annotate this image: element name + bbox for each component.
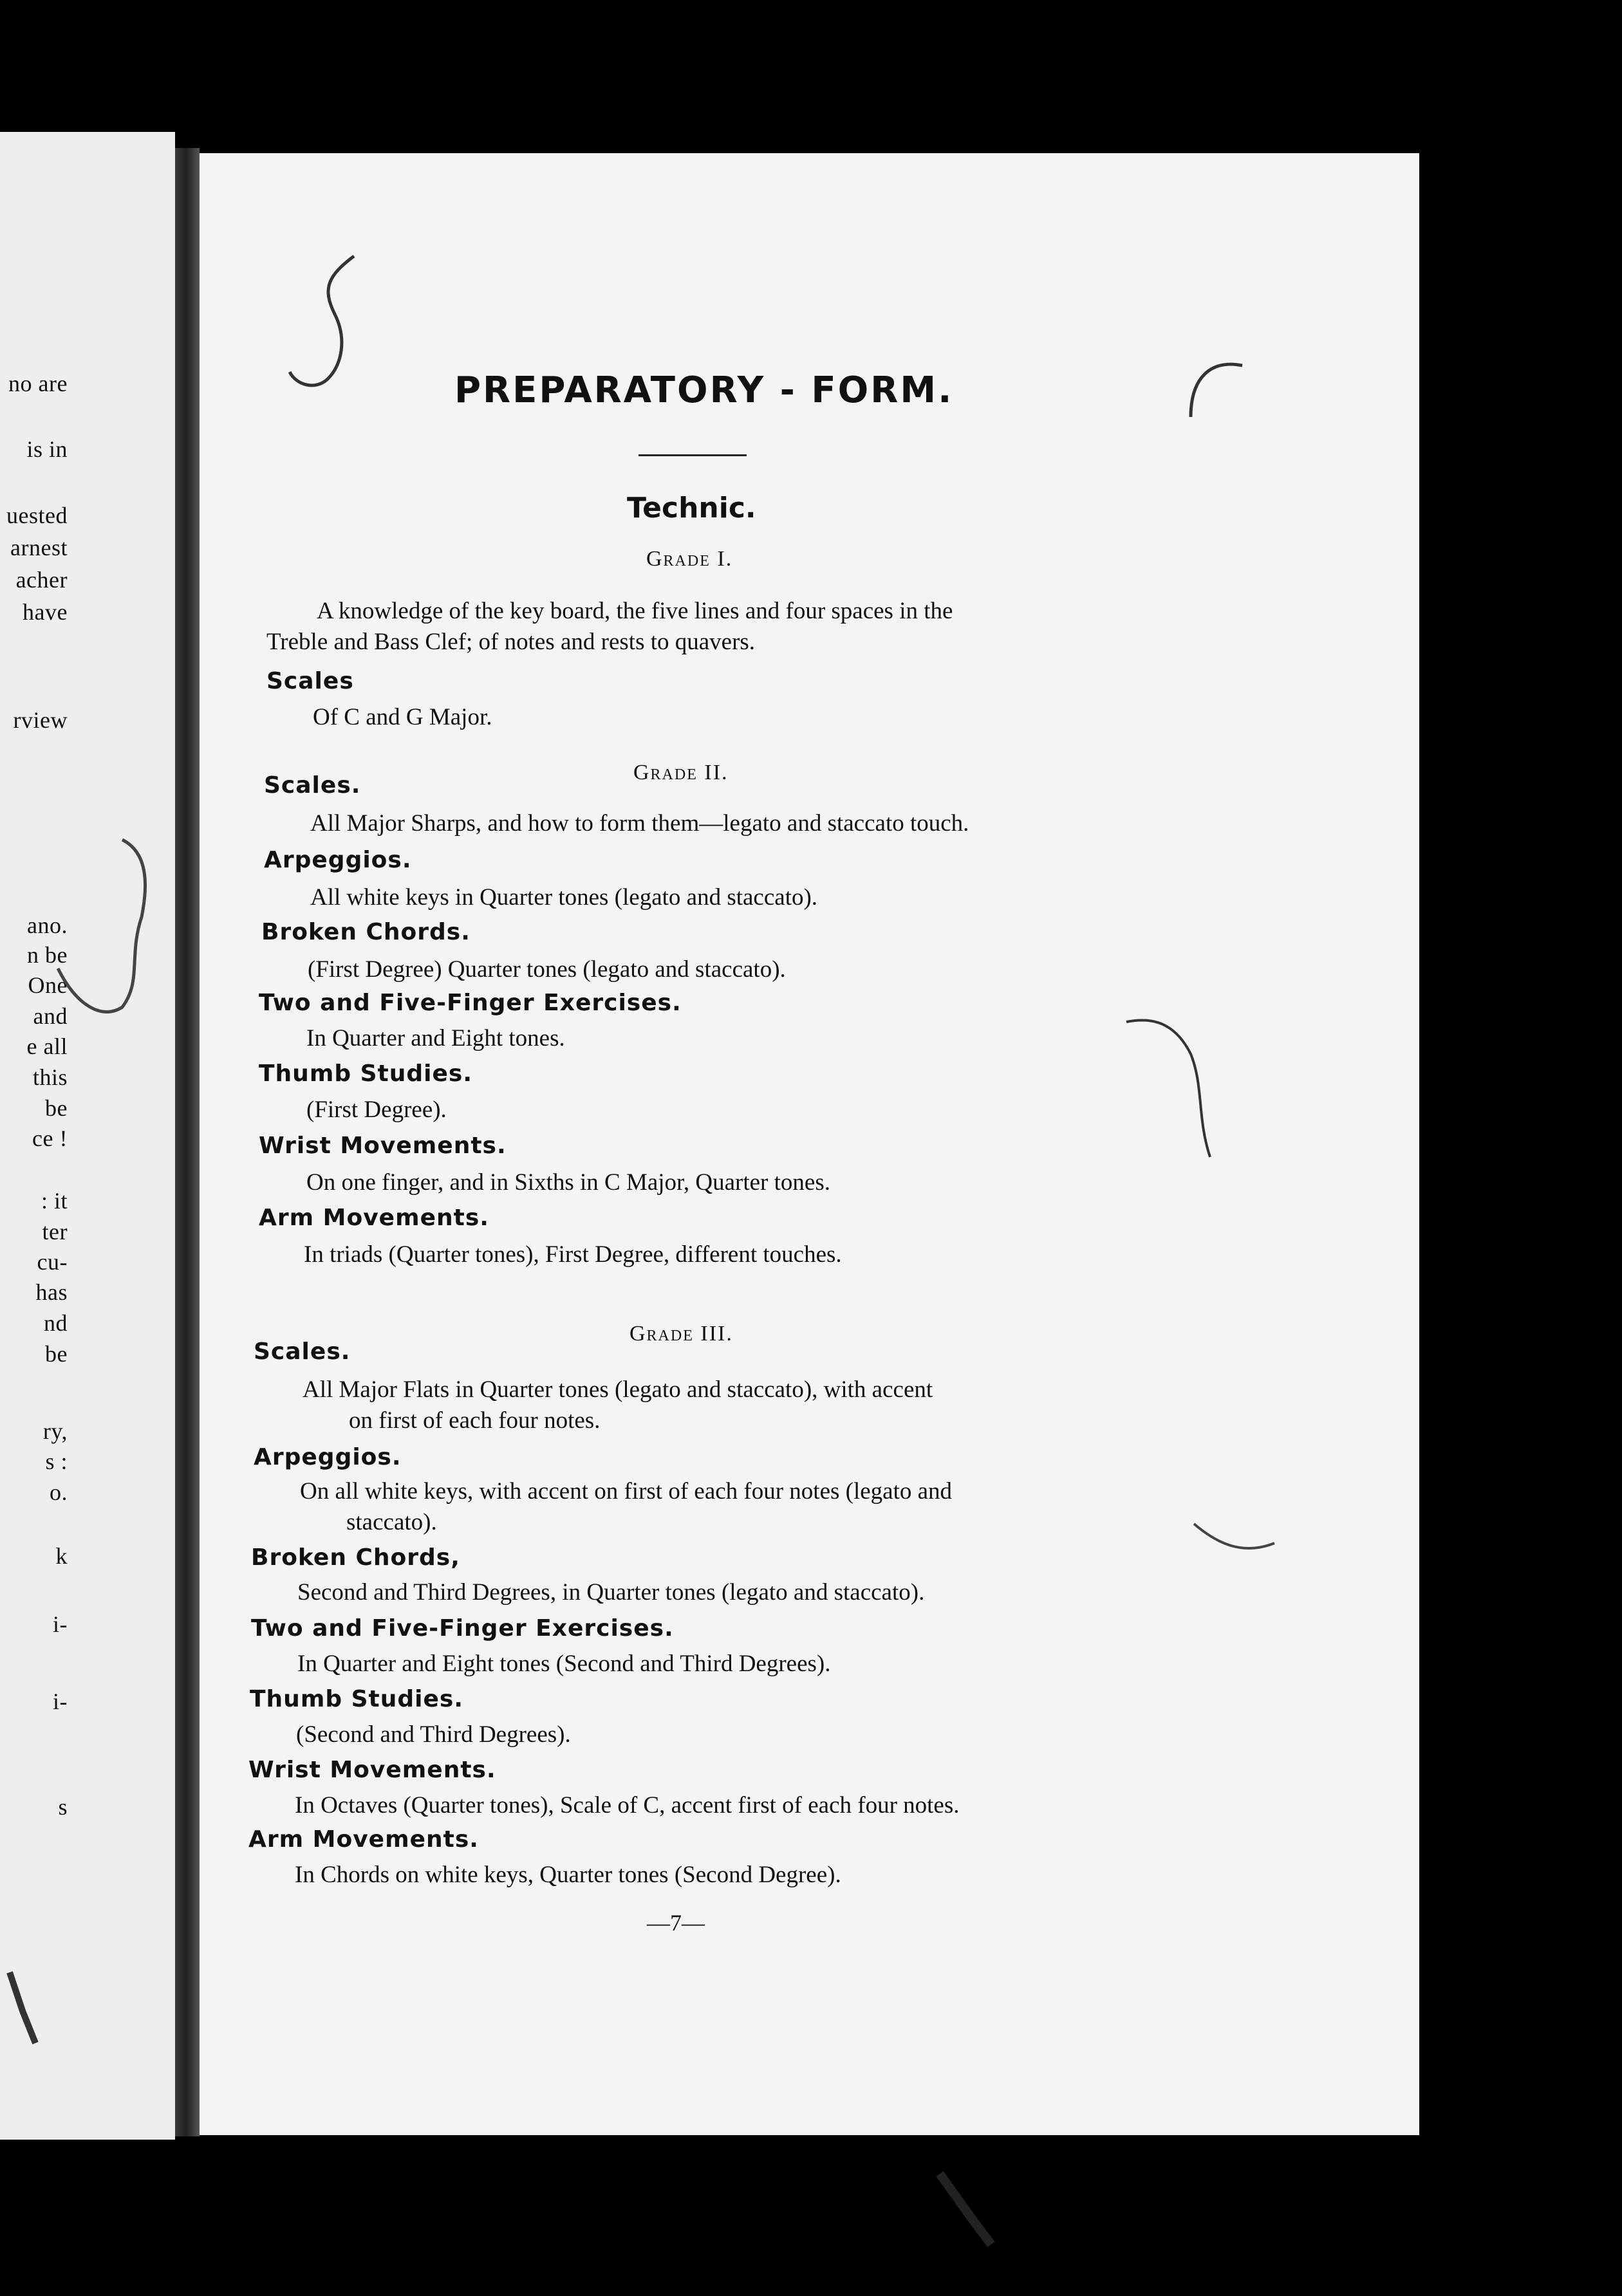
grade-3-item-heading: Scales.: [254, 1338, 351, 1365]
grade-2-item-heading: Arm Movements.: [259, 1205, 489, 1231]
title-rule: [639, 454, 747, 456]
grade-1-intro-line-2: Treble and Bass Clef; of notes and rests to quavers.: [266, 629, 756, 655]
left-fragment: be: [45, 1341, 68, 1367]
grade-2-item-text: In Quarter and Eight tones.: [306, 1025, 565, 1051]
grade-3-item-text-continued: staccato).: [346, 1509, 437, 1535]
grade-3-item-text: (Second and Third Degrees).: [296, 1721, 571, 1748]
left-fragment: k: [55, 1543, 68, 1569]
grade-1-intro-line-1: A knowledge of the key board, the five lines and four spaces in the: [317, 598, 953, 624]
grade-2-item-heading: Broken Chords.: [261, 919, 471, 945]
left-fragment: and: [33, 1003, 68, 1029]
left-fragment: have: [23, 599, 68, 625]
debris-mark-icon: [933, 2167, 1062, 2296]
left-fragment: no are: [8, 371, 68, 396]
section-heading: Technic.: [627, 492, 756, 524]
left-fragment: One: [28, 972, 68, 998]
grade-2-item-text: (First Degree) Quarter tones (legato and staccato).: [308, 956, 786, 983]
previous-page-fragment: [0, 132, 175, 2140]
left-fragment: s: [58, 1794, 68, 1820]
left-fragment: nd: [44, 1310, 68, 1336]
left-fragment: acher: [15, 567, 68, 593]
grade-3-item-heading: Thumb Studies.: [250, 1686, 464, 1712]
left-fragment: ce !: [32, 1125, 68, 1151]
left-fragment: : it: [41, 1188, 68, 1214]
left-fragment: rview: [13, 707, 68, 733]
hair-scratch-icon: [51, 814, 180, 1149]
grade-2-item-text: All white keys in Quarter tones (legato and staccato).: [310, 884, 818, 911]
grade-2-item-heading: Two and Five-Finger Exercises.: [259, 990, 682, 1016]
page-number: —7—: [647, 1910, 705, 1936]
grade-3-item-text: All Major Flats in Quarter tones (legato and staccato), with accent: [303, 1376, 933, 1403]
left-fragment: e all: [26, 1033, 68, 1059]
grade-3-item-text: In Octaves (Quarter tones), Scale of C, accent first of each four notes.: [295, 1792, 960, 1819]
grade-2-item-heading: Scales.: [264, 772, 361, 799]
left-fragment: n be: [27, 942, 68, 968]
left-fragment: is in: [26, 436, 68, 462]
hair-scratch-icon: [277, 250, 367, 417]
hair-scratch-icon: [1120, 1009, 1223, 1202]
left-fragment: be: [45, 1095, 68, 1121]
left-fragment: o.: [50, 1479, 68, 1505]
left-fragment: has: [35, 1279, 68, 1305]
grade-1-scales-heading: Scales: [266, 668, 354, 694]
curve-scratch-icon: [1191, 1517, 1281, 1569]
page-7: [200, 153, 1419, 2135]
grade-3-item-heading: Arm Movements.: [248, 1826, 479, 1853]
grade-2-item-heading: Arpeggios.: [264, 847, 412, 873]
grade-1-heading: Grade I.: [646, 547, 733, 571]
grade-2-item-heading: Wrist Movements.: [259, 1133, 507, 1159]
grade-3-item-heading: Two and Five-Finger Exercises.: [251, 1615, 674, 1642]
grade-2-heading: Grade II.: [633, 761, 729, 784]
left-fragment: this: [32, 1064, 68, 1090]
grade-3-item-text: In Quarter and Eight tones (Second and Third Degrees).: [297, 1651, 831, 1677]
book-spine: [175, 148, 200, 2136]
left-fragment: cu-: [37, 1249, 68, 1275]
grade-1-scales-text: Of C and G Major.: [313, 704, 492, 730]
grade-3-item-text-continued: on first of each four notes.: [349, 1407, 601, 1434]
left-fragment: arnest: [10, 535, 68, 560]
left-fragment: uested: [6, 503, 68, 528]
grade-3-item-text: In Chords on white keys, Quarter tones (Second Degree).: [295, 1862, 841, 1888]
left-fragment: s :: [45, 1449, 68, 1474]
grade-3-item-heading: Arpeggios.: [254, 1444, 402, 1470]
grade-3-heading: Grade III.: [629, 1322, 733, 1346]
grade-3-item-heading: Wrist Movements.: [248, 1757, 496, 1783]
left-fragment: ry,: [42, 1418, 68, 1444]
curve-scratch-icon: [1178, 353, 1255, 430]
page-title: PREPARATORY - FORM.: [454, 369, 954, 411]
left-page-text: [0, 132, 68, 2140]
grade-2-item-text: (First Degree).: [306, 1097, 447, 1123]
left-fragment: ter: [42, 1219, 68, 1245]
grade-3-item-heading: Broken Chords,: [251, 1544, 460, 1571]
grade-2-item-heading: Thumb Studies.: [259, 1060, 473, 1087]
left-fragment: i-: [53, 1611, 68, 1637]
grade-3-item-text: On all white keys, with accent on first of each four notes (legato and: [300, 1478, 953, 1504]
left-fragment: i-: [53, 1689, 68, 1714]
left-fragment: ano.: [27, 912, 68, 938]
grade-2-item-text: On one finger, and in Sixths in C Major, Quarter tones.: [306, 1169, 830, 1196]
grade-3-item-text: Second and Third Degrees, in Quarter tones (legato and staccato).: [297, 1579, 925, 1606]
grade-2-item-text: All Major Sharps, and how to form them—legato and staccato touch.: [310, 810, 969, 837]
grade-2-item-text: In triads (Quarter tones), First Degree, different touches.: [304, 1241, 842, 1268]
